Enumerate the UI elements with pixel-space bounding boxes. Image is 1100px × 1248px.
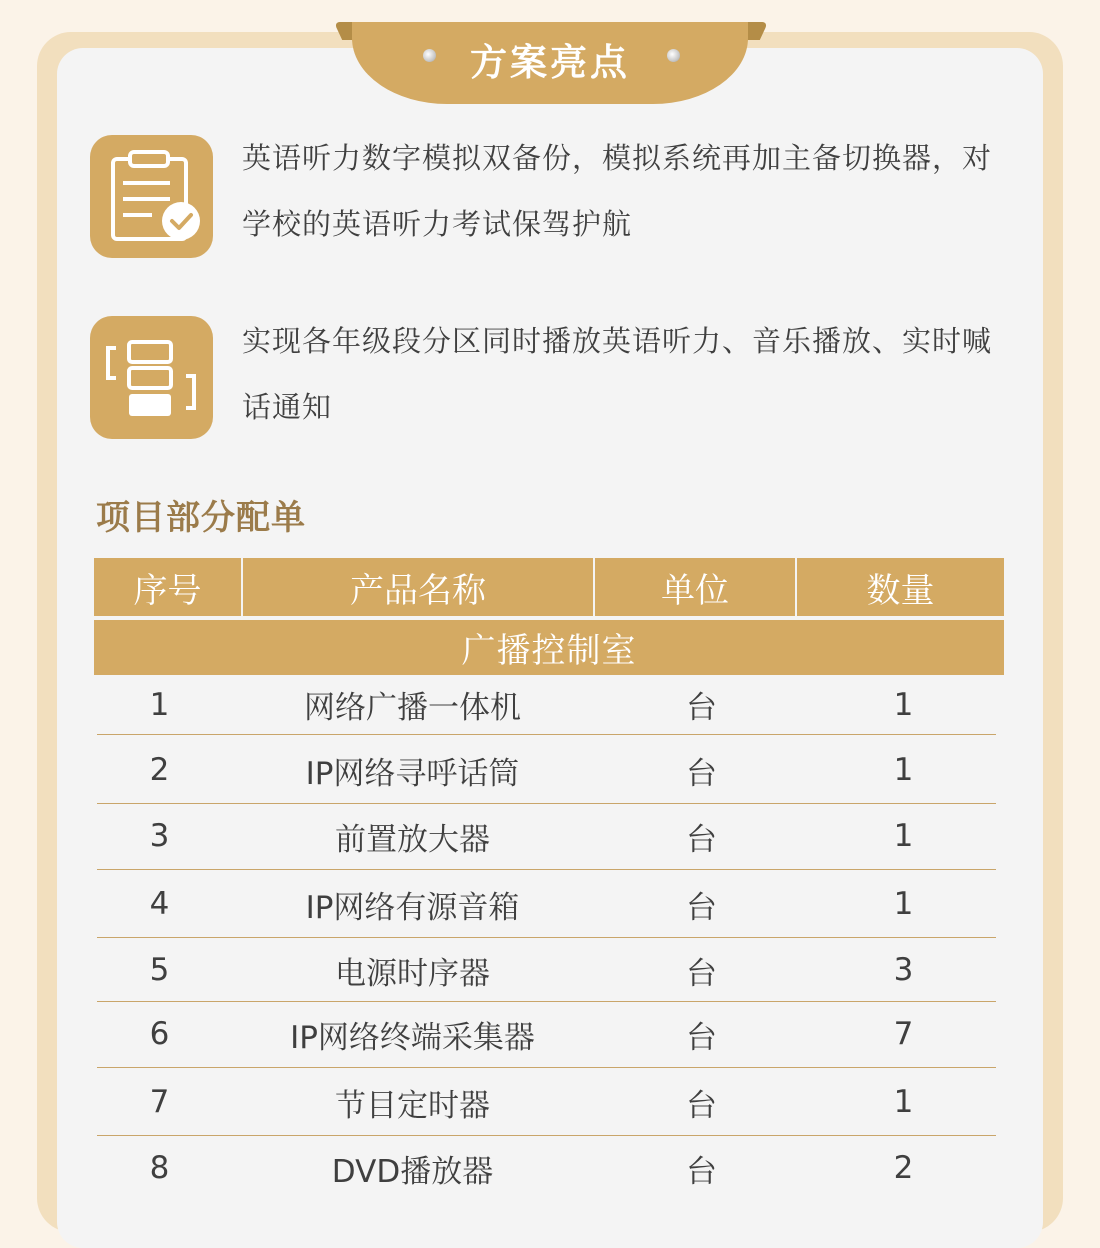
- row-no: 1: [149, 686, 170, 723]
- clipboard-check-icon: [90, 135, 213, 258]
- row-no: 6: [149, 1016, 170, 1052]
- row-qty: 2: [893, 1150, 914, 1186]
- zone-layout-icon: [90, 316, 213, 439]
- table-header: [94, 558, 1004, 616]
- row-qty: 1: [893, 818, 914, 854]
- table-row: [94, 1138, 1004, 1198]
- row-divider: [97, 734, 996, 735]
- table-row: [94, 676, 1004, 733]
- row-qty: 7: [893, 1016, 914, 1052]
- ribbon-dot-right: [667, 49, 680, 62]
- table-row: [94, 1070, 1004, 1134]
- row-divider: [97, 1135, 996, 1136]
- group-row: 广播控制室: [94, 620, 1004, 675]
- page-title: 方案亮点: [470, 41, 630, 84]
- row-divider: [97, 869, 996, 870]
- row-no: 8: [149, 1150, 170, 1186]
- section-title: 项目部分配单: [96, 498, 306, 538]
- row-no: 4: [149, 886, 170, 922]
- table-row: [94, 804, 1004, 868]
- row-unit: 台: [686, 955, 717, 992]
- row-unit: 台: [686, 1087, 717, 1124]
- row-no: 2: [149, 752, 170, 788]
- ribbon-dot-left: [423, 49, 436, 62]
- row-qty: 1: [893, 1084, 914, 1120]
- row-qty: 1: [893, 686, 914, 723]
- row-unit: 台: [686, 1019, 717, 1056]
- row-no: 5: [149, 952, 170, 988]
- row-product-name: DVD播放器: [331, 1153, 494, 1190]
- table-row: [94, 872, 1004, 936]
- row-no: 7: [149, 1084, 170, 1120]
- col-header-qty: 数量: [797, 558, 1004, 616]
- row-divider: [97, 1067, 996, 1068]
- row-product-name: IP网络寻呼话筒: [305, 755, 520, 792]
- col-header-name: 产品名称: [243, 558, 595, 616]
- row-product-name: IP网络终端采集器: [290, 1019, 535, 1056]
- row-product-name: 节目定时器: [335, 1087, 490, 1124]
- row-unit: 台: [686, 889, 717, 926]
- col-header-no: 序号: [94, 558, 243, 616]
- table-row: [94, 940, 1004, 1000]
- row-unit: 台: [686, 1153, 717, 1190]
- row-no: 3: [149, 818, 170, 854]
- row-qty: 1: [893, 886, 914, 922]
- row-unit: 台: [686, 755, 717, 792]
- table-row: [94, 1002, 1004, 1066]
- row-divider: [97, 937, 996, 938]
- col-header-unit: 单位: [595, 558, 797, 616]
- row-unit: 台: [686, 821, 717, 858]
- row-qty: 3: [893, 952, 914, 988]
- title-ribbon: [352, 22, 748, 104]
- row-product-name: 电源时序器: [335, 955, 490, 992]
- row-product-name: 前置放大器: [335, 821, 490, 858]
- row-product-name: IP网络有源音箱: [305, 889, 520, 926]
- row-unit: 台: [686, 690, 717, 726]
- row-qty: 1: [893, 752, 914, 788]
- table-row: [94, 738, 1004, 802]
- highlight-text-2: 实现各年级段分区同时播放英语听力、音乐播放、实时喊话通知: [242, 324, 993, 424]
- row-product-name: 网络广播一体机: [304, 690, 521, 726]
- highlight-text-1: 英语听力数字模拟双备份，模拟系统再加主备切换器，对学校的英语听力考试保驾护航: [242, 141, 993, 241]
